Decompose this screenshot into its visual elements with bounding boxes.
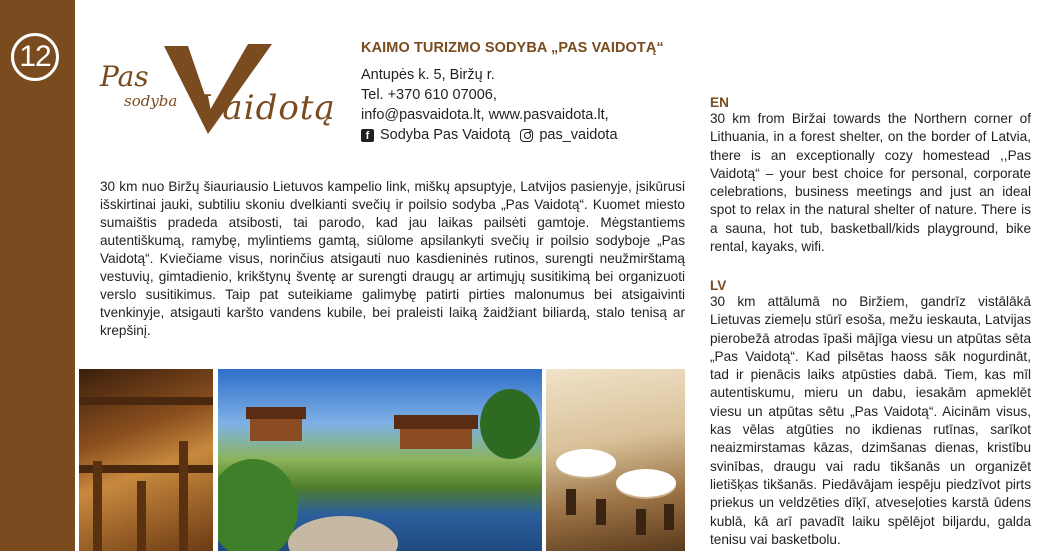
logo-pas: Pas [100, 60, 149, 93]
sidebar-band [0, 0, 75, 551]
phone[interactable]: Tel. +370 610 07006, [361, 87, 497, 103]
photo-banquet-hall [546, 369, 685, 551]
section-lv [710, 278, 1031, 549]
section-lv-heading: LV [710, 278, 727, 293]
social-links [361, 125, 691, 145]
email-web[interactable]: info@pasvaidota.lt, www.pasvaidota.lt, [361, 107, 609, 123]
section-en-text: 30 km from Biržai towards the Northern corner of Lithuania, in a forest shelter, on the border of Latvia, there is an exceptionally cozy homestead ,,Pas Vaidotą“ – your best choice for personal, corporate celebrations, business meetings and just an ideal spot to relax in the natural shelter of nature. There is a sauna, hot tub, basketball/kids playground, bike rental, kayaks, wifi. [710, 111, 1031, 255]
logo-vaidota: Vaidotą [200, 88, 336, 128]
address: Antupės k. 5, Biržų r. [361, 67, 495, 83]
logo-sodyba: sodyba [124, 92, 178, 110]
section-en [710, 95, 1031, 256]
section-en-heading: EN [710, 95, 729, 110]
contact-block [361, 40, 691, 145]
business-title: KAIMO TURIZMO SODYBA „PAS VAIDOTĄ“ [361, 40, 664, 56]
instagram-icon [520, 129, 533, 142]
instagram-link[interactable]: pas_vaidota [539, 127, 618, 143]
page-number-badge: 12 [11, 33, 59, 81]
facebook-icon: f [361, 129, 374, 142]
description-lt: 30 km nuo Biržų šiauriausio Lietuvos kampelio link, miškų apsuptyje, Latvijos pasienyje, įsikūrusi išskirtinai jauki, subtiliu skoniu dvelkianti svečių ir poilsio sodyba „Pas Vaidotą“. Kuomet miesto sumaištis pradeda atsibosti, tai parodo, kad jau laikas pailsėti gamtoje. Mėgstantiems autentiškumą, ramybę, mylintiems gamtą, siūlome apsilankyti svečių ir poilsio sodyboje „Pas Vaidotą“. Kviečiame visus, norinčius atsigauti nuo kasdieninės rutinos, surengti neužmirštamą vestuvių, gimtadienio, krikštynų šventę ar surengti draugų ar artimųjų susitikimą bei organizuoti verslo susitikimus. Taip pat suteikiame galimybę patirti pirties malonumus bei atsigaivinti tvenkinyje, atsigauti karšto vandens kubile, bei praleisti laiką žaidžiant biliardą, stalo tenisą ar krepšinį. [100, 179, 685, 338]
photo-pond-houses [218, 369, 542, 551]
section-lv-text: 30 km attālumā no Biržiem, gandrīz vistālākā Lietuvas ziemeļu stūrī esoša, mežu ieskauta, Latvijas pierobežā atrodas īpaši mājīga viesu un atpūtas sēta „Pas Vaidotą“. Kad pilsētas haoss sāk nogurdināt, tad ir pienācis laiks atpūsties dabā. Tiem, kas mīl autentiskumu, mieru un dabu, iesakām apmeklēt viesu un atpūtas sētu „Pas Vaidotą“. Aicinām visus, kas vēlas atgūties no ikdienas rutīnas, sarīkot neaizmirstamas kāzas, dzimšanas dienas, kristību svinības, draugu vai radu tikšanās un organizēt lietišķas tikšanās. Piedāvājam iespēju piedzīvot pirts priekus un veldzēties dīķī, atveseļoties karstā ūdens kublā, kā arī pavadīt laiku spēlējot biljardu, galda tenisu vai basketbolu. [710, 294, 1031, 547]
logo [96, 40, 336, 135]
facebook-link[interactable]: Sodyba Pas Vaidotą [380, 127, 511, 143]
photo-veranda [79, 369, 213, 551]
